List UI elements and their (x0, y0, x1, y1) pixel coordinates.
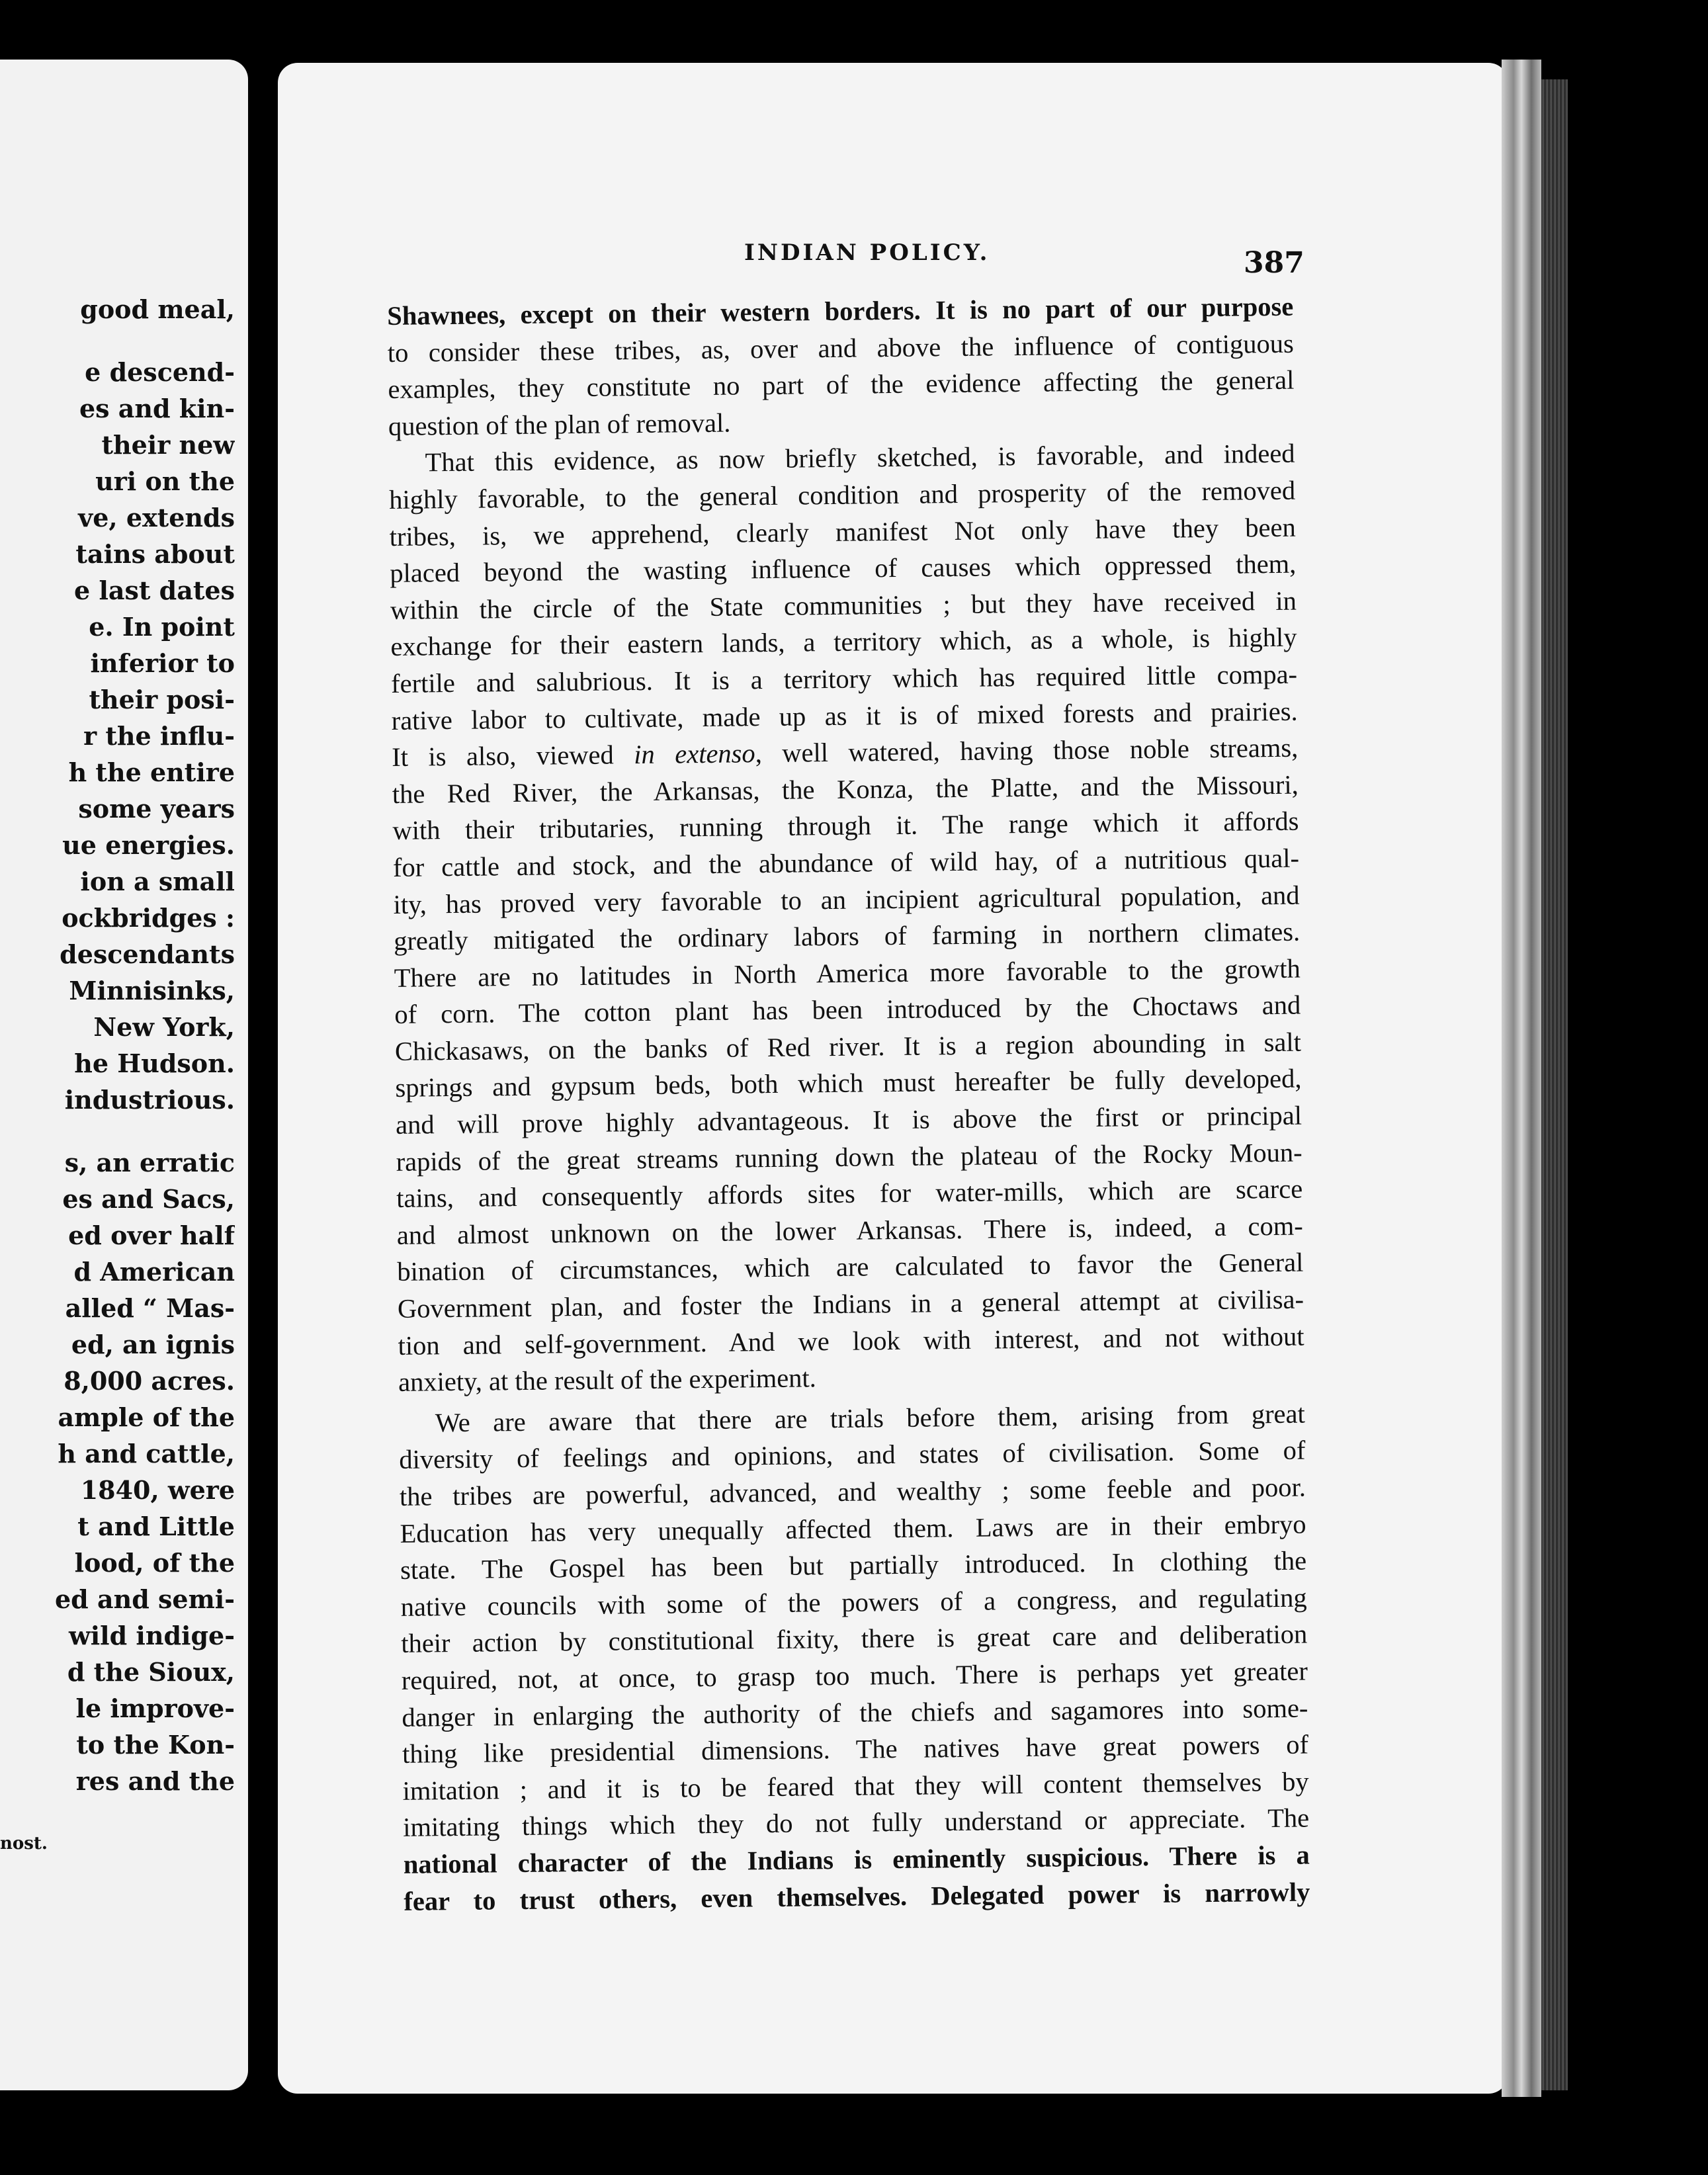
text-line: state. The Gospel has been but partially introduced. In clothing the (400, 1545, 1307, 1586)
previous-page-line: es and kin- (79, 394, 235, 423)
text-line: for cattle and stock, and the abundance of wild hay, of a nutritious qual- (392, 843, 1300, 882)
previous-page-line: good meal, (80, 294, 235, 324)
previous-page-line: ockbridges : (62, 903, 235, 933)
text-line: national character of the Indians is eminently suspicious. There is a (403, 1840, 1310, 1879)
previous-page-text (0, 291, 235, 1862)
text-line: the tribes are powerful, advanced, and wealthy ; some feeble and poor. (399, 1472, 1306, 1512)
text-line: and almost unknown on the lower Arkansas. There is, indeed, a com- (396, 1211, 1304, 1250)
running-title: INDIAN POLICY. (744, 239, 990, 266)
previous-page-line: he Hudson. (74, 1048, 235, 1078)
previous-page-line: Minnisinks, (69, 976, 235, 1005)
book-cover-edge (1541, 79, 1568, 2090)
previous-page-line: e descend- (85, 357, 235, 387)
text-line: examples, they constitute no part of the evidence affecting the general (388, 364, 1295, 405)
text-line: fear to trust others, even themselves. Delegated power is narrowly (404, 1877, 1310, 1916)
previous-page-line: ve, extends (78, 503, 235, 533)
previous-page-line: d the Sioux, (67, 1657, 235, 1687)
previous-page-line: lood, of the (74, 1548, 235, 1578)
previous-page-line: t and Little (77, 1512, 235, 1541)
previous-page-line (0, 327, 235, 354)
previous-page-line: nost. (0, 1834, 48, 1854)
previous-page-line: le improve- (75, 1693, 235, 1723)
text-line: to consider these tribes, as, over and above the influence of contiguous (387, 328, 1295, 368)
previous-page-line: wild indige- (69, 1621, 235, 1650)
text-line: the Red River, the Arkansas, the Konza, the Platte, and the Missouri, (392, 769, 1299, 809)
text-line: Shawnees, except on their western borders. It is no part of our purpose (387, 291, 1294, 331)
previous-page-line: their new (101, 430, 235, 460)
previous-page-line: alled “ Mas- (65, 1293, 235, 1323)
previous-page-line: tains about (75, 539, 235, 569)
text-line: bination of circumstances, which are calculated to favor the General (397, 1248, 1304, 1287)
text-line: anxiety, at the result of the experiment. (398, 1363, 817, 1398)
text-line: There are no latitudes in North America more favorable to the growth (394, 953, 1301, 993)
previous-page-line: es and Sacs, (62, 1184, 235, 1214)
text-line: thing like presidential dimensions. The natives have great powers of (402, 1729, 1309, 1770)
previous-page-line: s, an erratic (64, 1148, 235, 1177)
text-line: within the circle of the State communities ; but they have received in (390, 585, 1297, 625)
text-line: diversity of feelings and opinions, and states of civilisation. Some of (399, 1435, 1306, 1475)
previous-page-line: descendants (60, 939, 235, 969)
text-line: placed beyond the wasting influence of causes which oppressed them, (390, 548, 1297, 589)
previous-page-line: h and cattle, (58, 1439, 235, 1469)
text-line: tion and self-government. And we look with interest, and not without (398, 1321, 1304, 1361)
previous-page-line: their posi- (89, 685, 235, 714)
previous-page-line: 1840, were (80, 1475, 235, 1505)
previous-page-line: ample of the (58, 1402, 235, 1432)
text-line: We are aware that there are trials before them, arising from great (435, 1398, 1305, 1438)
text-line: fertile and salubrious. It is a territory which has required little compa- (390, 659, 1298, 699)
text-line: required, not, at once, to grasp too much. There is perhaps yet greater (401, 1656, 1308, 1695)
text-line: imitation ; and it is to be feared that they will content themselves by (402, 1766, 1309, 1806)
text-line: and will prove highly advantageous. It is above the first or principal (395, 1100, 1302, 1140)
text-line: Education has very unequally affected them. Laws are in their embryo (400, 1509, 1306, 1549)
text-line: springs and gypsum beds, both which must hereafter be fully developed, (395, 1064, 1302, 1103)
text-line: with their tributaries, running through it. The range which it affords (392, 806, 1299, 846)
text-line: rative labor to cultivate, made up as it is of mixed forests and prairies. (391, 696, 1298, 736)
previous-page-line: h the entire (68, 757, 235, 787)
text-line: greatly mitigated the ordinary labors of farming in northern climates. (393, 916, 1301, 957)
text-line: That this evidence, as now briefly sketched, is favorable, and indeed (425, 439, 1295, 478)
text-line: Chickasaws, on the banks of Red river. It is a region abounding in salt (394, 1027, 1302, 1066)
previous-page-line: some years (78, 794, 235, 824)
previous-page-fragment (0, 60, 248, 2090)
previous-page-line: inferior to (90, 648, 235, 678)
previous-page-line: d American (73, 1257, 235, 1287)
text-line: It is also, viewed in extenso, well watered, having those noble streams, (392, 732, 1299, 773)
previous-page-line: ed, an ignis (71, 1330, 235, 1359)
text-line: imitating things which they do not fully understand or appreciate. The (402, 1803, 1310, 1843)
previous-page-line: 8,000 acres. (64, 1366, 235, 1396)
previous-page-line: ue energies. (62, 830, 235, 860)
previous-page-line: ed and semi- (54, 1584, 235, 1614)
previous-page-line: e. In point (89, 612, 235, 642)
text-line: question of the plan of removal. (388, 407, 731, 441)
text-line: native councils with some of the powers of a congress, and regulating (400, 1582, 1307, 1622)
text-line: ity, has proved very favorable to an incipient agricultural population, and (393, 880, 1300, 919)
text-line: rapids of the great streams running down the plateau of the Rocky Moun- (396, 1137, 1302, 1177)
text-line: of corn. The cotton plant has been introduced by the Choctaws and (394, 990, 1301, 1030)
text-line: their action by constitutional fixity, there is great care and deliberation (401, 1619, 1308, 1659)
text-line: tains, and consequently affords sites for water-mills, which are scarce (396, 1173, 1303, 1214)
page-stack-edge (1502, 60, 1541, 2097)
text-line: Government plan, and foster the Indians in a general attempt at civilisa- (397, 1284, 1304, 1324)
text-line: exchange for their eastern lands, a territory which, as a whole, is highly (390, 622, 1297, 662)
previous-page-line: New York, (93, 1012, 235, 1042)
text-line: highly favorable, to the general condition and prosperity of the removed (388, 475, 1296, 515)
previous-page-line (0, 1118, 235, 1144)
previous-page-line: res and the (75, 1766, 235, 1796)
previous-page-line: e last dates (74, 576, 235, 605)
text-line: danger in enlarging the authority of the chiefs and sagamores into some- (402, 1693, 1308, 1732)
previous-page-line: uri on the (95, 466, 235, 496)
previous-page-line: ed over half (68, 1220, 235, 1250)
previous-page-line: r the influ- (83, 721, 235, 751)
page-number: 387 (1244, 246, 1304, 280)
previous-page-line: to the Kon- (76, 1730, 235, 1760)
previous-page-line: industrious. (64, 1085, 235, 1115)
previous-page-line (0, 1799, 235, 1826)
previous-page-line: ion a small (80, 867, 235, 896)
body-text (387, 288, 1310, 1920)
text-line: tribes, is, we apprehend, clearly manifest Not only have they been (389, 512, 1296, 552)
